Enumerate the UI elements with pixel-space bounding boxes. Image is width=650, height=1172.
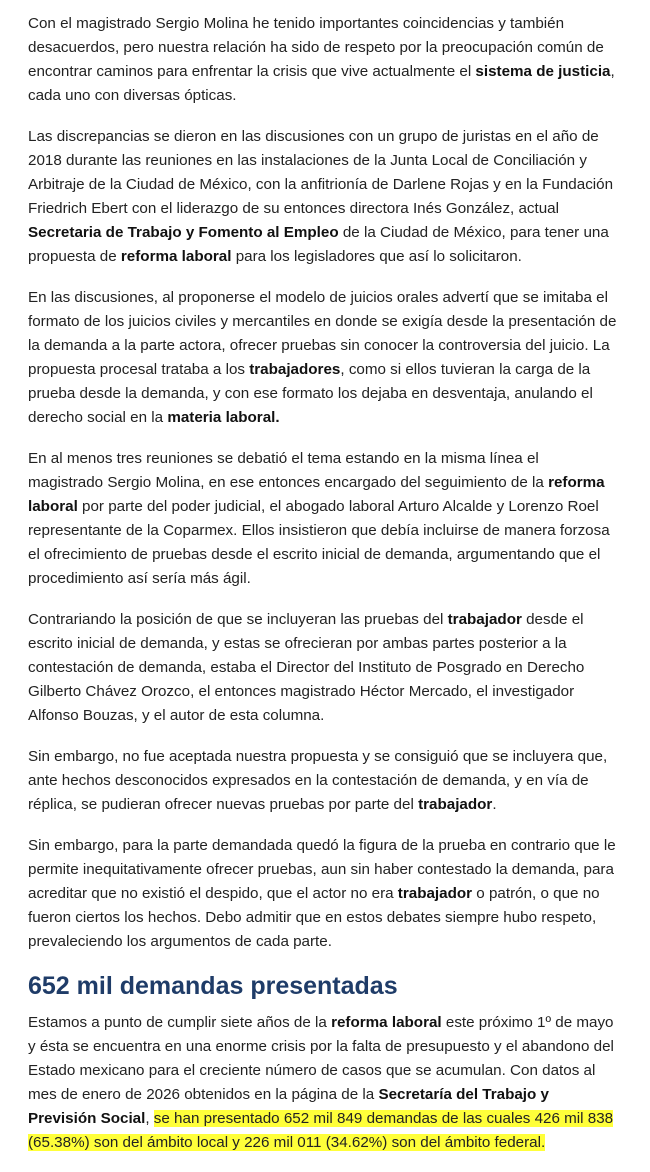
text: En las discusiones, al proponerse el modelo de juicios orales advertí que se imitaba el formato de los juicios civiles y mercantiles en donde se exigía desde la presentación de la demanda a la parte actora, ofrecer pruebas sin conocer la controversia del juicio. La propuesta procesal trataba a los bbox=[28, 289, 617, 378]
bold-text: trabajador bbox=[447, 611, 522, 628]
text: por parte del poder judicial, el abogado laboral Arturo Alcalde y Lorenzo Roel representante de la Coparmex. Ellos insistieron que debía incluirse de manera forzosa el ofrecimiento de pruebas desde el escrito inicial de demanda, argumentando que el procedimiento así sería más ágil. bbox=[28, 498, 610, 587]
bold-text: Secretaria de Trabajo y Fomento al Empleo bbox=[28, 224, 339, 241]
text: para los legisladores que así lo solicitaron. bbox=[231, 248, 522, 265]
bold-text: sistema de justicia bbox=[475, 63, 611, 80]
article-body bbox=[28, 0, 618, 1172]
bold-text: trabajador bbox=[397, 885, 473, 902]
paragraph-7 bbox=[28, 834, 618, 954]
text: Las discrepancias se dieron en las discusiones con un grupo de juristas en el año de 2018 durante las reuniones en las instalaciones de la Junta Local de Conciliación y Arbitraje de la Ciudad de México, con la anfitrionía de Darlene Rojas y en la Fundación Friedrich Ebert con el liderazgo de su entonces directora Inés González, actual bbox=[28, 128, 614, 217]
paragraph-4 bbox=[28, 447, 618, 591]
text: Estamos a punto de cumplir siete años de la bbox=[28, 1014, 332, 1031]
text: , cada uno con diversas ópticas. bbox=[28, 63, 615, 104]
text: de la Ciudad de México, para tener una propuesta de bbox=[28, 224, 609, 265]
text: , como si ellos tuvieran la carga de la prueba desde la demanda, y con ese formato los dejaba en desventaja, anulando el derecho social en la bbox=[28, 361, 593, 426]
bold-text: reforma laboral bbox=[331, 1014, 442, 1031]
text: Contrariando la posición de que se incluyeran las pruebas del bbox=[28, 611, 448, 628]
bold-text: trabajadores bbox=[249, 361, 341, 378]
bold-text: materia laboral. bbox=[167, 409, 280, 426]
highlighted-text: se han presentado 652 mil 849 demandas de las cuales 426 mil 838 (65.38%) son del ámbito local y 226 mil 011 (34.62%) son del ámbito federal. bbox=[28, 1110, 614, 1151]
bold-text: trabajador bbox=[418, 796, 493, 813]
paragraph-5 bbox=[28, 608, 618, 728]
text: Con el magistrado Sergio Molina he tenido importantes coincidencias y también desacuerdos, pero nuestra relación ha sido de respeto por la preocupación común de encontrar caminos para enfrentar la crisis que vive actualmente el bbox=[28, 15, 604, 80]
text: Sin embargo, no fue aceptada nuestra propuesta y se consiguió que se incluyera que, ante hechos desconocidos expresados en la contestación de demanda, y en vía de réplica, se pudieran ofrecer nuevas pruebas por parte del bbox=[28, 748, 608, 813]
paragraph-6 bbox=[28, 745, 618, 817]
paragraph-2 bbox=[28, 125, 618, 269]
text: este próximo 1º de mayo y ésta se encuentra en una enorme crisis por la falta de presupuesto y el abandono del Estado mexicano para el creciente número de casos que se acumulan. Con datos al mes de enero de 2026 obtenidos en la página de la bbox=[28, 1014, 614, 1103]
text: desde el escrito inicial de demanda, y estas se ofrecieran por ambas partes posterior a la contestación de demanda, estaba el Director del Instituto de Posgrado en Derecho Gilberto Chávez Orozco, el entonces magistrado Héctor Mercado, el investigador Alfonso Bouzas, y el autor de esta columna. bbox=[28, 611, 585, 724]
paragraph-1 bbox=[28, 12, 618, 108]
text: Sin embargo, para la parte demandada quedó la figura de la prueba en contrario que le permite inequitativamente ofrecer pruebas, aun sin haber contestado la demanda, para acreditar que no existió el despido, que el actor no era bbox=[28, 837, 616, 902]
section-heading: 652 mil demandas presentadas bbox=[28, 972, 398, 1000]
text: o patrón, o que no fueron ciertos los hechos. Debo admitir que en estos debates siempre hubo respeto, prevaleciendo los argumentos de cada parte. bbox=[28, 885, 600, 950]
paragraph-3 bbox=[28, 286, 618, 430]
text: . bbox=[492, 796, 497, 813]
bold-text: Secretaría del Trabajo y Previsión Social bbox=[28, 1086, 549, 1127]
paragraph-8 bbox=[28, 1011, 618, 1155]
text: , bbox=[145, 1110, 154, 1127]
bold-text: reforma laboral bbox=[120, 248, 232, 265]
bold-text: reforma laboral bbox=[28, 474, 605, 515]
text: En al menos tres reuniones se debatió el tema estando en la misma línea el magistrado Sergio Molina, en ese entonces encargado del seguimiento de la bbox=[28, 450, 549, 491]
